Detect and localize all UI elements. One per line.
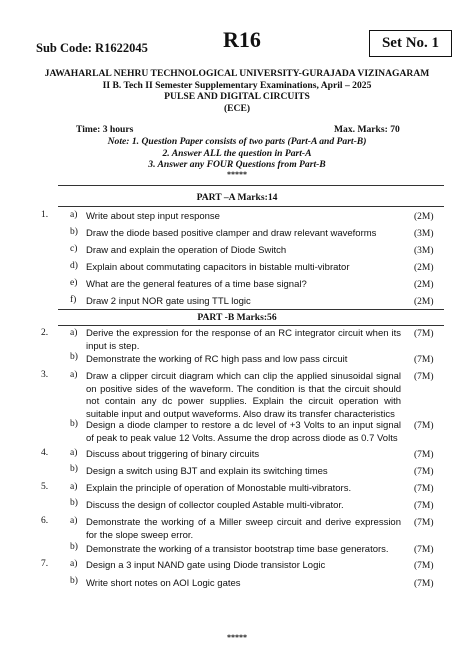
question-text: Draw 2 input NOR gate using TTL logic [86, 296, 251, 307]
question-text: What are the general features of a time base signal? [86, 279, 307, 290]
question-text: Discuss the design of collector coupled Astable multi-vibrator. [86, 500, 344, 511]
question-sub-label: b) [70, 464, 78, 474]
question-marks: (7M) [414, 501, 434, 511]
question-number: 4. [41, 448, 49, 458]
note-1: Note: 1. Question Paper consists of two parts (Part-A and Part-B) [107, 136, 367, 147]
question-sub-label: b) [70, 498, 78, 508]
set-number-box: Set No. 1 [369, 30, 452, 57]
question-marks: (7M) [414, 372, 434, 382]
question-marks: (7M) [414, 421, 434, 431]
branch: (ECE) [223, 103, 251, 114]
question-text: Derive the expression for the response of an RC integrator circuit when its input is step. [86, 328, 401, 352]
question-marks: (7M) [414, 450, 434, 460]
question-text: Discuss about triggering of binary circuits [86, 449, 260, 460]
part-a-title: PART –A Marks:14 [196, 192, 278, 203]
divider [58, 309, 444, 310]
question-text: Draw and explain the operation of Diode Switch [86, 245, 287, 256]
university-name: JAWAHARLAL NEHRU TECHNOLOGICAL UNIVERSITY-GURAJADA VIZINAGARAM [44, 68, 430, 79]
question-number: 1. [41, 210, 49, 220]
question-marks: (7M) [414, 579, 434, 589]
question-marks: (7M) [414, 484, 434, 494]
question-sub-label: f) [70, 295, 77, 305]
note-3: 3. Answer any FOUR Questions from Part-B [148, 159, 326, 170]
question-marks: (3M) [414, 229, 434, 239]
notes-stars: ***** [227, 170, 247, 179]
question-sub-label: e) [70, 278, 78, 288]
question-sub-label: a) [70, 370, 78, 380]
question-text: Write short notes on AOI Logic gates [86, 578, 241, 589]
question-text: Explain about commutating capacitors in bistable multi-vibrator [86, 262, 350, 273]
question-text: Design a switch using BJT and explain its switching times [86, 466, 328, 477]
question-marks: (2M) [414, 212, 434, 222]
divider [58, 325, 444, 326]
question-marks: (3M) [414, 246, 434, 256]
question-sub-label: c) [70, 244, 78, 254]
exam-title: II B. Tech II Semester Supplementary Examinations, April – 2025 [102, 80, 372, 91]
question-text: Explain the principle of operation of Monostable multi-vibrators. [86, 483, 352, 494]
question-text: Demonstrate the working of RC high pass and low pass circuit [86, 354, 348, 365]
divider [58, 206, 444, 207]
question-marks: (2M) [414, 263, 434, 273]
question-text: Draw the diode based positive clamper and draw relevant waveforms [86, 228, 377, 239]
question-text: Demonstrate the working of a transistor bootstrap time base generators. [86, 544, 389, 555]
question-marks: (7M) [414, 561, 434, 571]
regulation-code: R16 [223, 27, 261, 52]
question-sub-label: d) [70, 261, 78, 271]
note-2: 2. Answer ALL the question in Part-A [162, 148, 312, 159]
question-sub-label: a) [70, 482, 78, 492]
question-marks: (7M) [414, 355, 434, 365]
question-sub-label: a) [70, 559, 78, 569]
question-marks: (7M) [414, 467, 434, 477]
question-number: 3. [41, 370, 49, 380]
question-number: 6. [41, 516, 49, 526]
question-sub-label: b) [70, 419, 78, 429]
question-text: Design a diode clamper to restore a dc level of +3 Volts to an input signal of peak to peak value 12 Volts. Assume the drop across diode as 0.7 Volts [86, 420, 401, 444]
question-marks: (7M) [414, 518, 434, 528]
sub-code: Sub Code: R1622045 [36, 41, 148, 55]
max-marks: Max. Marks: 70 [334, 124, 400, 135]
question-number: 7. [41, 559, 49, 569]
question-text: Demonstrate the working of a Miller sweep circuit and derive expression for the slope sweep error. [86, 517, 401, 541]
question-sub-label: a) [70, 210, 78, 220]
question-sub-label: b) [70, 542, 78, 552]
question-number: 2. [41, 328, 49, 338]
part-b-title: PART -B Marks:56 [197, 312, 277, 323]
question-sub-label: a) [70, 516, 78, 526]
question-sub-label: b) [70, 227, 78, 237]
question-marks: (7M) [414, 545, 434, 555]
divider [58, 185, 444, 186]
question-sub-label: b) [70, 576, 78, 586]
question-marks: (7M) [414, 329, 434, 339]
question-sub-label: b) [70, 352, 78, 362]
question-marks: (2M) [414, 280, 434, 290]
question-text: Write about step input response [86, 211, 220, 222]
question-sub-label: a) [70, 448, 78, 458]
footer-stars: ***** [227, 633, 247, 642]
time-allowed: Time: 3 hours [76, 124, 134, 135]
question-text: Draw a clipper circuit diagram which can clip the applied sinusoidal signal on positive sides of the waveform. The condition is that the circuit should not contain any dc power supplies. Explain the circuit operation with suitable input and output waveforms. Also draw its transfer characteristics [86, 371, 401, 420]
question-marks: (2M) [414, 297, 434, 307]
question-number: 5. [41, 482, 49, 492]
question-text: Design a 3 input NAND gate using Diode transistor Logic [86, 560, 326, 571]
subject-name: PULSE AND DIGITAL CIRCUITS [164, 91, 310, 102]
question-sub-label: a) [70, 328, 78, 338]
